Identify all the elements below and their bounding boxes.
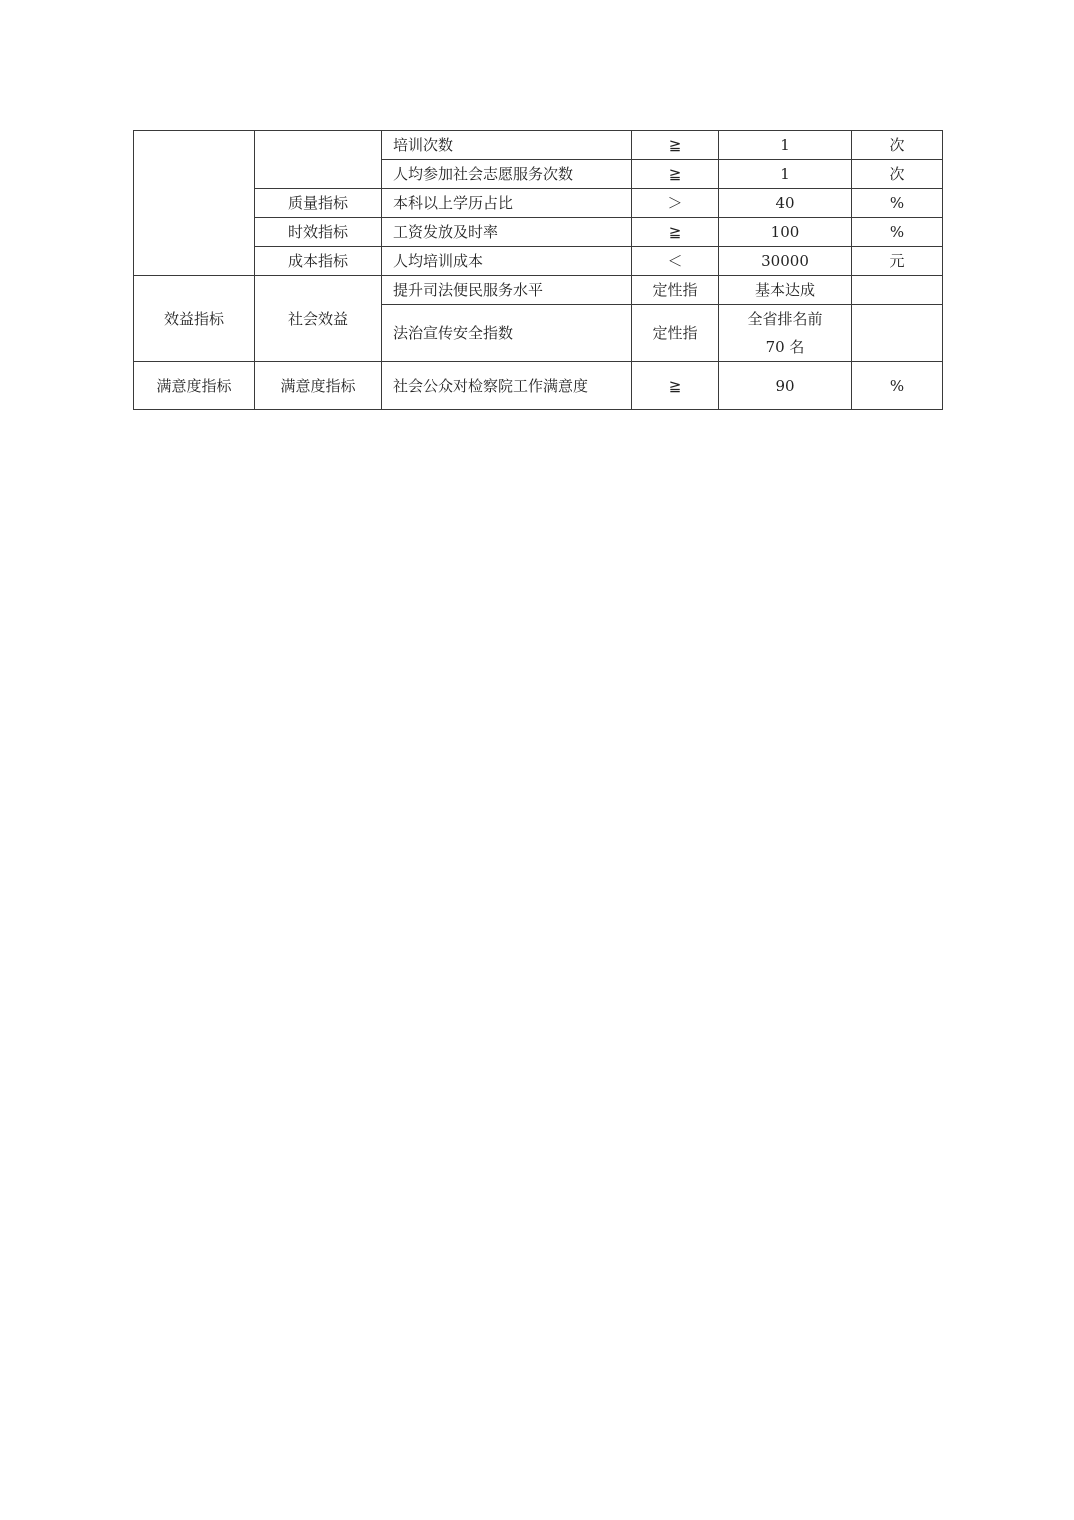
target-value-cell: 100 bbox=[719, 218, 852, 247]
indicator-name-cell: 人均培训成本 bbox=[382, 247, 632, 276]
target-value-cell: 30000 bbox=[719, 247, 852, 276]
table-row bbox=[134, 362, 943, 410]
indicator-name-cell: 社会公众对检察院工作满意度 bbox=[382, 362, 632, 410]
secondary-indicator-cell: 成本指标 bbox=[255, 247, 382, 276]
secondary-indicator-cell: 质量指标 bbox=[255, 189, 382, 218]
indicator-name-cell: 法治宣传安全指数 bbox=[382, 305, 632, 362]
comparator-cell: ＜ bbox=[632, 247, 719, 276]
unit-cell bbox=[852, 276, 943, 305]
target-value-cell: 40 bbox=[719, 189, 852, 218]
comparator-cell: ≧ bbox=[632, 362, 719, 410]
secondary-indicator-cell: 满意度指标 bbox=[255, 362, 382, 410]
primary-indicator-cell: 满意度指标 bbox=[134, 362, 255, 410]
unit-cell: % bbox=[852, 218, 943, 247]
target-value-cell: 90 bbox=[719, 362, 852, 410]
table-row bbox=[134, 247, 943, 276]
secondary-indicator-cell: 社会效益 bbox=[255, 276, 382, 362]
table-row bbox=[134, 131, 943, 160]
unit-cell: % bbox=[852, 362, 943, 410]
target-value-cell: 基本达成 bbox=[719, 276, 852, 305]
comparator-cell: 定性指 bbox=[632, 305, 719, 362]
indicator-name-cell: 工资发放及时率 bbox=[382, 218, 632, 247]
primary-indicator-cell: 效益指标 bbox=[134, 276, 255, 362]
secondary-indicator-cell bbox=[255, 131, 382, 189]
target-value-cell: 全省排名前 70 名 bbox=[719, 305, 852, 362]
comparator-cell: ≧ bbox=[632, 160, 719, 189]
indicator-name-cell: 本科以上学历占比 bbox=[382, 189, 632, 218]
comparator-cell: ≧ bbox=[632, 218, 719, 247]
target-value-cell: 1 bbox=[719, 160, 852, 189]
table-row bbox=[134, 189, 943, 218]
unit-cell: % bbox=[852, 189, 943, 218]
table-row bbox=[134, 276, 943, 305]
unit-cell: 元 bbox=[852, 247, 943, 276]
performance-indicator-table bbox=[133, 130, 943, 410]
table-row bbox=[134, 218, 943, 247]
comparator-cell: ＞ bbox=[632, 189, 719, 218]
unit-cell: 次 bbox=[852, 160, 943, 189]
indicator-name-cell: 提升司法便民服务水平 bbox=[382, 276, 632, 305]
secondary-indicator-cell: 时效指标 bbox=[255, 218, 382, 247]
comparator-cell: ≧ bbox=[632, 131, 719, 160]
comparator-cell: 定性指 bbox=[632, 276, 719, 305]
target-value-cell: 1 bbox=[719, 131, 852, 160]
primary-indicator-cell bbox=[134, 131, 255, 276]
unit-cell: 次 bbox=[852, 131, 943, 160]
indicator-name-cell: 培训次数 bbox=[382, 131, 632, 160]
indicator-name-cell: 人均参加社会志愿服务次数 bbox=[382, 160, 632, 189]
unit-cell bbox=[852, 305, 943, 362]
